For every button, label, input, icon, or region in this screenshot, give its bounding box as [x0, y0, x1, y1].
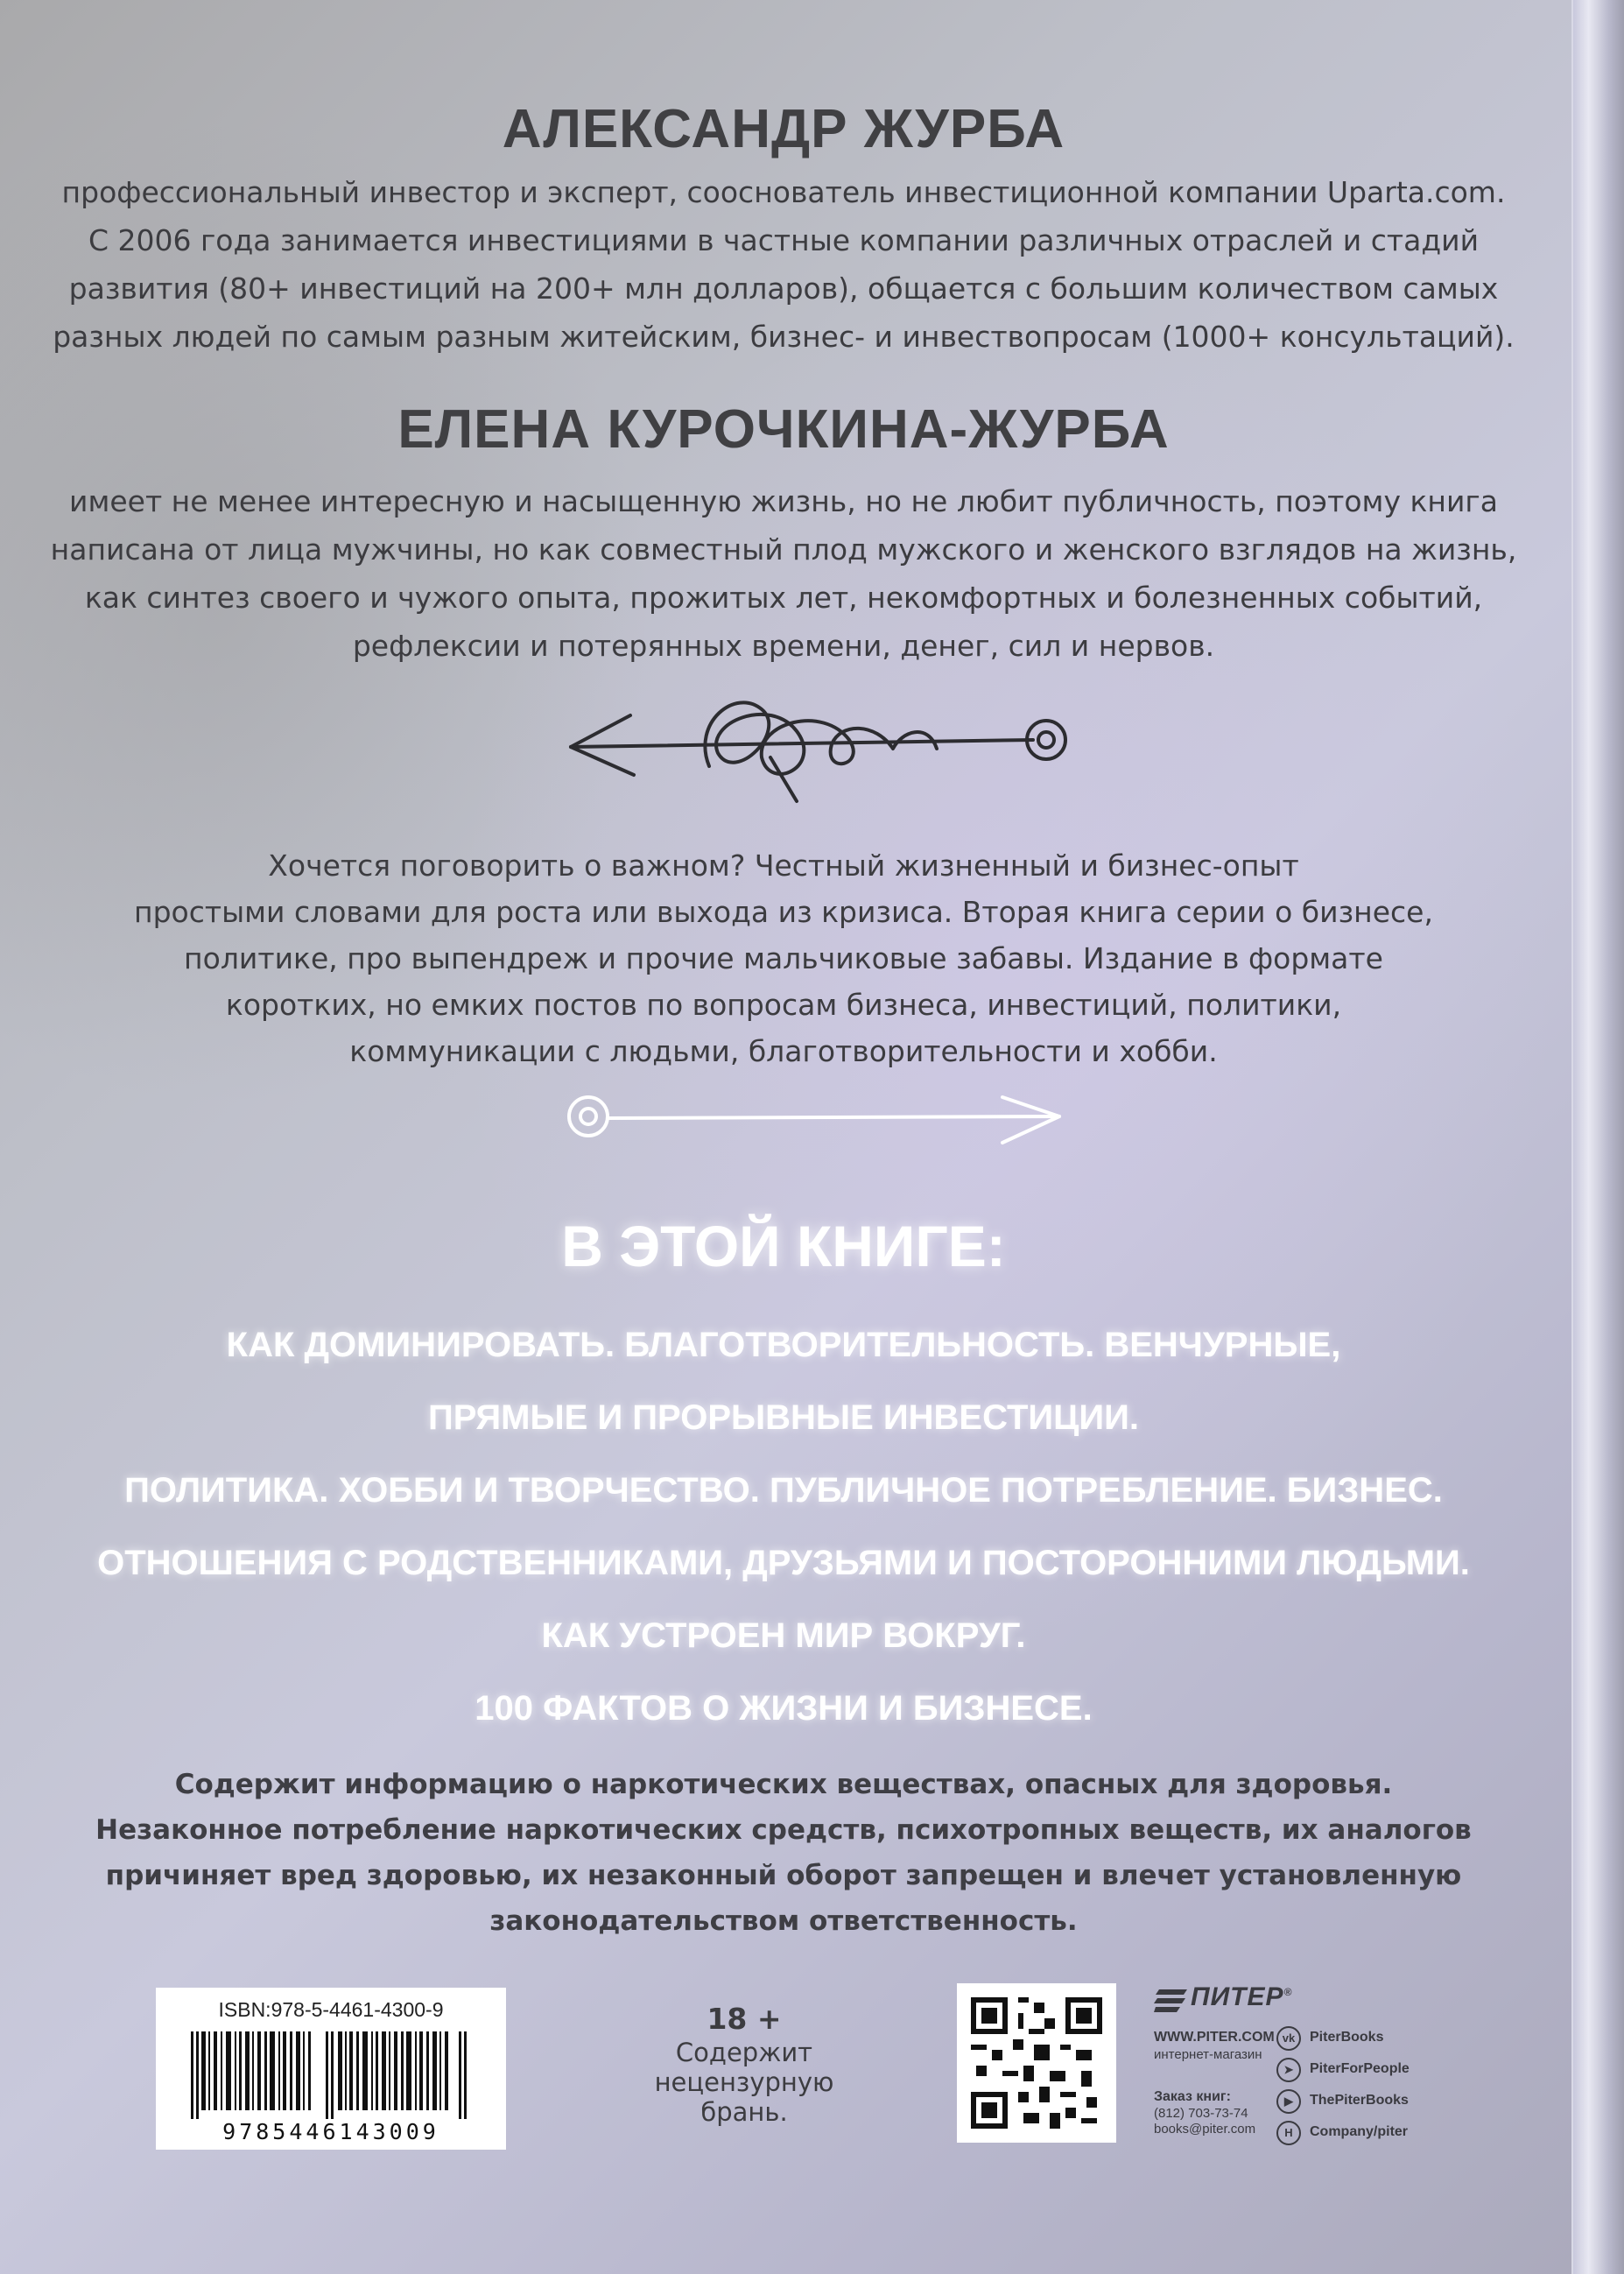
social-habr[interactable] — [1284, 2124, 1409, 2140]
topic-line: 100 ФАКТОВ О ЖИЗНИ И БИЗНЕСЕ. — [475, 1689, 1093, 1728]
author2-bio — [0, 477, 1567, 670]
drug-warning — [0, 1762, 1567, 1944]
author2-bio-line: как синтез своего и чужого опыта, прожитых лет, некомфортных и болезненных событий, — [84, 581, 1483, 615]
social-label: ThePiterBooks — [1310, 2093, 1409, 2108]
age-note-line: брань. — [700, 2097, 788, 2127]
publisher-site[interactable]: WWW.PITER.COM — [1154, 2030, 1275, 2045]
age-note-line: Содержит — [675, 2038, 813, 2067]
social-telegram[interactable] — [1283, 2061, 1410, 2077]
youtube-icon: ▶ — [1276, 2089, 1301, 2114]
author2-name: ЕЛЕНА КУРОЧКИНА-ЖУРБА — [397, 399, 1170, 460]
book-blurb — [0, 842, 1567, 1074]
warning-line: причиняет вред здоровью, их незаконный оборот запрещен и влечет установленную — [105, 1860, 1462, 1891]
topic-line: ПОЛИТИКА. ХОББИ И ТВОРЧЕСТВО. ПУБЛИЧНОЕ ПОТРЕБЛЕНИЕ. БИЗНЕС. — [124, 1471, 1443, 1510]
age-rating: 18 + — [707, 2002, 782, 2036]
topics-list — [0, 1309, 1567, 1745]
topic-line: КАК УСТРОЕН МИР ВОКРУГ. — [541, 1616, 1026, 1655]
author2-bio-line: написана от лица мужчины, но как совместный плод мужского и женского взглядов на жизнь, — [50, 532, 1517, 567]
isbn-barcode — [156, 1988, 506, 2150]
social-label: PiterForPeople — [1310, 2061, 1410, 2076]
age-note-line: нецензурную — [654, 2067, 834, 2097]
publisher-logo-text — [1191, 1982, 1292, 2012]
publisher-phone: (812) 703-73-74 — [1154, 2106, 1248, 2121]
age-rating-block — [630, 2001, 858, 2127]
author1-bio — [0, 168, 1567, 361]
blurb-line: коротких, но емких постов по вопросам бизнеса, инвестиций, политики, — [225, 988, 1342, 1022]
author1-bio-line: С 2006 года занимается инвестициями в частные компании различных отраслей и стадий — [88, 223, 1480, 257]
author1-bio-line: профессиональный инвестор и эксперт, сооснователь инвестиционной компании Uparta.com. — [61, 175, 1506, 209]
book-spine-edge — [1571, 0, 1624, 2274]
blurb-line: простыми словами для роста или выхода из кризиса. Вторая книга серии о бизнесе, — [134, 895, 1433, 929]
barcode-bars-icon — [191, 2031, 471, 2119]
publisher-shop-label: интернет-магазин — [1154, 2047, 1262, 2062]
order-label: Заказ книг: — [1154, 2089, 1231, 2104]
topics-title: В ЭТОЙ КНИГЕ: — [561, 1214, 1006, 1278]
qr-code[interactable] — [957, 1983, 1116, 2143]
author1-bio-line: разных людей по самым разным житейским, бизнес- и инвествопросам (1000+ консультаций). — [53, 320, 1515, 354]
social-label: PiterBooks — [1310, 2030, 1384, 2045]
qr-code-icon — [971, 1997, 1102, 2129]
habr-icon: H — [1276, 2121, 1301, 2145]
vk-icon: vk — [1276, 2026, 1301, 2051]
publisher-info — [1154, 1981, 1522, 2156]
publisher-name: ПИТЕР — [1191, 1982, 1284, 2011]
author1-bio-line: развития (80+ инвестиций на 200+ млн долларов), общается с большим количеством самых — [68, 271, 1499, 306]
publisher-email[interactable]: books@piter.com — [1154, 2122, 1256, 2137]
author1-name: АЛЕКСАНДР ЖУРБА — [502, 99, 1065, 159]
social-label: Company/piter — [1310, 2124, 1409, 2139]
social-youtube[interactable] — [1284, 2093, 1409, 2109]
topic-line: ОТНОШЕНИЯ С РОДСТВЕННИКАМИ, ДРУЗЬЯМИ И ПОСТОРОННИМИ ЛЮДЬМИ. — [97, 1544, 1470, 1582]
social-vk[interactable] — [1282, 2030, 1384, 2045]
arrow-right-icon — [560, 1081, 1086, 1169]
blurb-line: политике, про выпендреж и прочие мальчиковые забавы. Издание в формате — [184, 941, 1383, 975]
warning-line: Содержит информацию о наркотических веществах, опасных для здоровья. — [174, 1769, 1393, 1800]
piter-logo-icon — [1154, 1981, 1189, 2019]
author2-bio-line: рефлексии и потерянных времени, денег, сил и нервов. — [352, 629, 1215, 663]
scribble-arrow-left-icon — [560, 670, 1086, 827]
topic-line: ПРЯМЫЕ И ПРОРЫВНЫЕ ИНВЕСТИЦИИ. — [427, 1398, 1139, 1437]
isbn-number: ISBN:978-5-4461-4300-9 — [218, 1998, 444, 2021]
blurb-line: Хочется поговорить о важном? Честный жизненный и бизнес-опыт — [268, 848, 1299, 883]
author2-bio-line: имеет не менее интересную и насыщенную жизнь, но не любит публичность, поэтому книга — [69, 484, 1498, 518]
telegram-icon: ➤ — [1276, 2058, 1301, 2082]
registered-mark: ® — [1283, 1986, 1293, 1998]
blurb-line: коммуникации с людьми, благотворительности и хобби. — [349, 1034, 1218, 1068]
barcode-digits: 9785446143009 — [222, 2119, 439, 2144]
warning-line: законодательством ответственность. — [489, 1905, 1078, 1937]
warning-line: Незаконное потребление наркотических средств, психотропных веществ, их аналогов — [95, 1814, 1472, 1846]
topic-line: КАК ДОМИНИРОВАТЬ. БЛАГОТВОРИТЕЛЬНОСТЬ. ВЕНЧУРНЫЕ, — [226, 1326, 1341, 1364]
